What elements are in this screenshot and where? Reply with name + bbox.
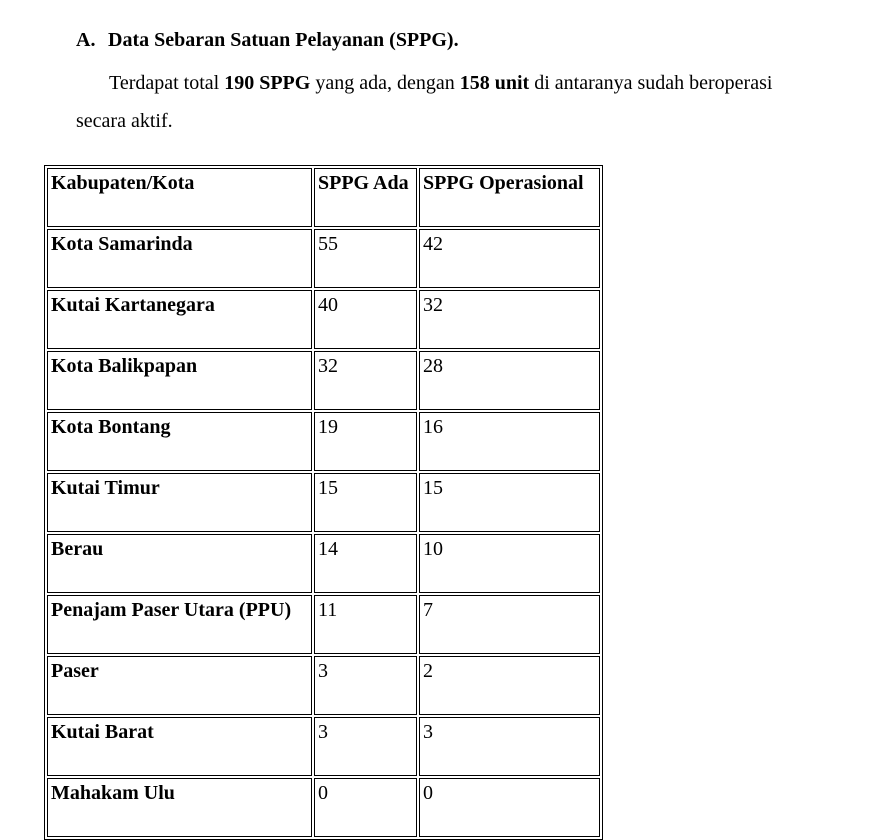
sppg-ada-cell: 19 [314, 412, 417, 471]
sppg-operasional-cell: 16 [419, 412, 600, 471]
region-cell: Mahakam Ulu [47, 778, 312, 837]
region-cell: Penajam Paser Utara (PPU) [47, 595, 312, 654]
sppg-operasional-cell: 42 [419, 229, 600, 288]
table-row [47, 595, 600, 654]
sppg-operasional-cell: 2 [419, 656, 600, 715]
sppg-operasional-cell: 7 [419, 595, 600, 654]
region-cell: Kutai Timur [47, 473, 312, 532]
table-row [47, 534, 600, 593]
sppg-operasional-cell: 0 [419, 778, 600, 837]
intro-paragraph [76, 64, 856, 140]
region-cell: Kota Balikpapan [47, 351, 312, 410]
sppg-ada-cell: 14 [314, 534, 417, 593]
region-cell: Berau [47, 534, 312, 593]
table-row [47, 656, 600, 715]
sppg-ada-cell: 32 [314, 351, 417, 410]
header-sppg-ada: SPPG Ada [314, 168, 417, 227]
region-cell: Kota Bontang [47, 412, 312, 471]
intro-text-1: Terdapat total [109, 72, 225, 94]
region-cell: Kutai Barat [47, 717, 312, 776]
sppg-operasional-cell: 15 [419, 473, 600, 532]
sppg-ada-cell: 40 [314, 290, 417, 349]
table-row [47, 290, 600, 349]
sppg-ada-cell: 0 [314, 778, 417, 837]
section-title: Data Sebaran Satuan Pelayanan (SPPG). [108, 29, 459, 51]
sppg-operasional-cell: 32 [419, 290, 600, 349]
region-cell: Kota Samarinda [47, 229, 312, 288]
table-row [47, 473, 600, 532]
region-cell: Kutai Kartanegara [47, 290, 312, 349]
table-row [47, 351, 600, 410]
table-row [47, 229, 600, 288]
table-header-row [47, 168, 600, 227]
intro-line-2: secara aktif. [76, 110, 173, 132]
sppg-operasional-cell: 10 [419, 534, 600, 593]
sppg-ada-cell: 3 [314, 717, 417, 776]
table-row [47, 778, 600, 837]
table-row [47, 717, 600, 776]
sppg-ada-cell: 11 [314, 595, 417, 654]
region-cell: Paser [47, 656, 312, 715]
sppg-operasional-cell: 28 [419, 351, 600, 410]
intro-text-2: yang ada, dengan [310, 72, 460, 94]
table-row [47, 412, 600, 471]
section-number: A. [76, 29, 96, 51]
operational-unit-count: 158 unit [459, 72, 530, 94]
sppg-ada-cell: 15 [314, 473, 417, 532]
header-sppg-operasional: SPPG Operasional [419, 168, 600, 227]
sppg-ada-cell: 55 [314, 229, 417, 288]
sppg-ada-cell: 3 [314, 656, 417, 715]
intro-text-3: di antaranya sudah beroperasi [529, 72, 773, 94]
sppg-distribution-table [44, 165, 603, 840]
header-kabupaten-kota: Kabupaten/Kota [47, 168, 312, 227]
sppg-operasional-cell: 3 [419, 717, 600, 776]
total-sppg-count: 190 SPPG [224, 72, 311, 94]
section-heading [76, 29, 459, 52]
intro-line-1 [76, 64, 856, 102]
